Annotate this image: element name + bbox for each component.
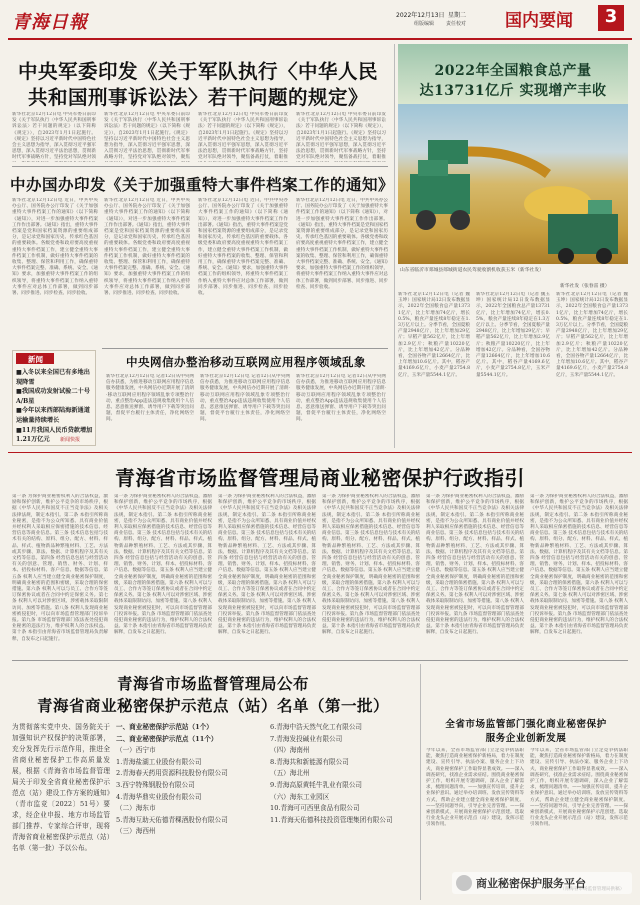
notice-title-line1: 青海省市场监督管理局公布 xyxy=(116,674,309,693)
harvest-photo xyxy=(398,104,628,264)
column-divider xyxy=(420,664,421,900)
grain-col2: 新华社北京12月12日电（记者 魏玉坤）国家统计局12日发布数据显示，2022年全国粮食总产量13731亿斤，比上年增加74亿斤，增长0.5%，粮食产量连续8年稳定在1.3万亿斤以上。分季节看，全国夏粮产量2948亿斤，比上年增加29亿斤；早稻产量562亿斤，比上年增加2.9亿斤；秋粮产量10220亿斤，比上年增加42亿斤。分品种看，全国谷物产量12664亿斤，比上年增加10.6亿斤。其中，稻谷产量4169.6亿斤，小麦产量2754.8亿斤，玉米产量5544.1亿斤。 xyxy=(476,292,550,378)
guide-col2: 第一条 为保护商业秘密权利人的合法权益，激励和保护创新，维护公平竞争的市场秩序，根据《中华人民共和国反不正当竞争法》及相关法律法规，制定本指引。第二条 本指引所称商业秘密，是指不为公众所知悉、具有商业价值并经权利人采取相应保密措施的技术信息、经营信息等商业信息。第三条 技术信息包括与技术有关的结构、原料、组分、配方、材料、样品、样式、植物新品种繁殖材料、工艺、方法或其步骤、算法、数据、计算机程序及其有关文档等信息。第四条 经营信息包括与经营活动有关的创意、管理、销售、财务、计划、样本、招投标材料、客户信息、数据等信息。第五条 权利人应当建立健全商业秘密保护制度，明确商业秘密的范围和密级，采取合理的保密措施。第六条 权利人可以与员工、合作方等签订保密协议或者在合同中约定保密义务。第七条 权利人可以对涉密区域、涉密载体采取限制访问、加密等措施。第八条 权利人发现商业秘密被侵犯时，可以向市场监督管理部门投诉举报。第九条 市场监督管理部门依法查处侵犯商业秘密的违法行为，维护权利人的合法权益。第十条 本指引由青海省市场监督管理局负责解释，自发布之日起施行。 xyxy=(114,494,212,636)
list-item: 6.青海中浩天然气化工有限公司 xyxy=(270,723,363,731)
article3-title: 中央网信办整治移动互联网应用程序领域乱象 xyxy=(126,355,366,369)
issue-date: 2022年12月13日 xyxy=(396,12,445,19)
services-title-line1: 全省市场监管部门强化商业秘密保护 xyxy=(445,719,607,730)
section-title: 国内要闻 xyxy=(505,11,573,31)
services-col1: 今年以来，全省市场监管部门立足竞争执法职能，聚焦打造商业秘密保护新格局，着力在制度建设、宣传引导、执法办案、服务企业上下功夫，商业秘密保护工作取得显著成效。——深入调查研究，找准企业需求症结。围绕商业秘密保护工作，组织开展专题调研，深入企业了解需求，梳理问题清单。——加强宣传培训，提升企业保护意识。通过举办培训班、发放宣传资料等方式，帮助企业建立健全商业秘密保护制度。——坚持问题导向，引导企业完善管理。——探索创新模式，开展商业秘密保护示范创建。选取行业龙头企业开展示范点（站）建设，发挥示范引领作用。 xyxy=(426,748,524,828)
list-item: （一）西宁市 xyxy=(116,746,156,755)
news-brief-item[interactable]: ■11月我国人民币贷款增加1.21万亿元 xyxy=(16,426,93,444)
editor-label: 组版编辑 xyxy=(414,21,435,27)
article1-col2: 新华社北京12月12日电 中央军委日前印发《关于军队执行〈中华人民共和国刑事诉讼法〉若干问题的规定》（以下简称《规定》），自2023年1月1日起施行。《规定》坚持以习近平新时代中国特色社会主义思想为指导，深入贯彻习近平强军思想，深入贯彻习近平法治思想，贯彻新时代军事战略方针，坚持党对军队绝对领导，聚焦 xyxy=(104,112,190,161)
photo-caption: 山东省临沂市郯城县郯城街道农民驾驶收割机收获玉米（新华社发） xyxy=(400,268,544,273)
article1-col1: 新华社北京12月12日电 中央军委日前印发《关于军队执行〈中华人民共和国刑事诉讼法〉若干问题的规定》（以下简称《规定》），自2023年1月1日起施行。《规定》坚持以习近平新时代中国特色社会主义思想为指导，深入贯彻习近平强军思想，深入贯彻习近平法治思想，贯彻新时代军事战略方针，坚持党对军队绝对领 xyxy=(12,112,96,161)
services-title-line2: 服务企业创新发展 xyxy=(485,733,567,744)
article3-col2: 新华社北京12月12日电 记者12日从中央网信办获悉，为推进移动互联网应用程序信息服务健康发展，中央网信办近期开展了清朗·移动互联网应用程序领域乱象专项整治行动，重点整治App违法违规收集使用个人信息、恶意推送弹窗、诱导用户下载等突出问题，督促平台履行主体责任，净化网络空间。 xyxy=(200,374,290,423)
services-col2: 今年以来，全省市场监管部门立足竞争执法职能，聚焦打造商业秘密保护新格局，着力在制度建设、宣传引导、执法办案、服务企业上下功夫，商业秘密保护工作取得显著成效。——深入调查研究，找准企业需求症结。围绕商业秘密保护工作，组织开展专题调研，深入企业了解需求，梳理问题清单。——加强宣传培训，提升企业保护意识。通过举办培训班、发放宣传资料等方式，帮助企业建立健全商业秘密保护制度。——坚持问题导向，引导企业完善管理。——探索创新模式，开展商业秘密保护示范创建。选取行业龙头企业开展示范点（站）建设，发挥示范引领作用。 xyxy=(530,748,628,828)
divider xyxy=(12,660,628,661)
notice-intro: 为贯彻落实党中央、国务院关于加强知识产权保护的决策部署，充分发挥先行示范作用，推进全省商业秘密保护工作高质量发展，根据《青海省市场监督管理局关于印发全省商业秘密保护示范点（站）建设工作方案的通知》（青市监竞〔2022〕51号）要求，经企业申报、地方市场监管部门推荐、专家综合评审，现将青海省商业秘密保护示范点（站）名单（第一批）予以公布。 xyxy=(12,723,110,852)
article2-col1: 新华社北京12月12日电 近日，中共中央办公厅、国务院办公厅印发了《关于加强重特大事件档案工作的通知》（以下简称《通知》），对进一步加强重特大事件档案工作作出部署。《通知》指出，重特大事件档案是党和国家档案资源的重要组成部分，是记录党和国家历史、传承红色基因的重要载体。各级党委和政府要高度重视重特大事件档案工作，建立健全重特大事件档案工作机制，做好重特大事件档案的收集、整理、保管和利用工作，确保重特大事件档案完整、准确、系统、安全。《通知》要求，加强重特大事件档案工作的组织领导，将重特大事件档案工作纳入重特大事件应对总体工作部署，做到同步部署、同步推进、同步检查、同步验收。 xyxy=(12,198,98,297)
guide-col6: 第一条 为保护商业秘密权利人的合法权益，激励和保护创新，维护公平竞争的市场秩序，根据《中华人民共和国反不正当竞争法》及相关法律法规，制定本指引。第二条 本指引所称商业秘密，是指不为公众所知悉、具有商业价值并经权利人采取相应保密措施的技术信息、经营信息等商业信息。第三条 技术信息包括与技术有关的结构、原料、组分、配方、材料、样品、样式、植物新品种繁殖材料、工艺、方法或其步骤、算法、数据、计算机程序及其有关文档等信息。第四条 经营信息包括与经营活动有关的创意、管理、销售、财务、计划、样本、招投标材料、客户信息、数据等信息。第五条 权利人应当建立健全商业秘密保护制度，明确商业秘密的范围和密级，采取合理的保密措施。第六条 权利人可以与员工、合作方等签订保密协议或者在合同中约定保密义务。第七条 权利人可以对涉密区域、涉密载体采取限制访问、加密等措施。第八条 权利人发现商业秘密被侵犯时，可以向市场监督管理部门投诉举报。第九条 市场监督管理部门依法查处侵犯商业秘密的违法行为，维护权利人的合法权益。第十条 本指引由青海省市场监督管理局负责解释，自发布之日起施行。 xyxy=(530,494,628,636)
list-item: 11.青海天佑德科技投资管理集团有限公司 xyxy=(270,815,393,824)
news-brief-item[interactable]: ■入冬以来全国已有多地出现降雪 xyxy=(16,369,90,386)
news-brief-more[interactable]: 新闻快报 xyxy=(60,437,81,443)
guide-title: 青海省市场监督管理局商业秘密保护行政指引 xyxy=(115,466,525,490)
news-brief-item[interactable]: ■我国成功发射试验二十号A/B星 xyxy=(16,388,90,405)
grain-col1: 新华社北京12月12日电（记者 魏玉坤）国家统计局12日发布数据显示，2022年全国粮食总产量13731亿斤，比上年增加74亿斤，增长0.5%，粮食产量连续8年稳定在1.3万亿斤以上。分季节看，全国夏粮产量2948亿斤，比上年增加29亿斤；早稻产量562亿斤，比上年增加2.9亿斤；秋粮产量10220亿斤，比上年增加42亿斤。分品种看，全国谷物产量12664亿斤，比上年增加10.6亿斤。其中，稻谷产量4169.6亿斤，小麦产量2754.8亿斤，玉米产量5544.1亿斤。 xyxy=(398,292,470,378)
masthead xyxy=(0,0,640,42)
guide-col1: 第一条 为保护商业秘密权利人的合法权益，激励和保护创新，维护公平竞争的市场秩序，根据《中华人民共和国反不正当竞争法》及相关法律法规，制定本指引。第二条 本指引所称商业秘密，是指不为公众所知悉、具有商业价值并经权利人采取相应保密措施的技术信息、经营信息等商业信息。第三条 技术信息包括与技术有关的结构、原料、组分、配方、材料、样品、样式、植物新品种繁殖材料、工艺、方法或其步骤、算法、数据、计算机程序及其有关文档等信息。第四条 经营信息包括与经营活动有关的创意、管理、销售、财务、计划、样本、招投标材料、客户信息、数据等信息。第五条 权利人应当建立健全商业秘密保护制度，明确商业秘密的范围和密级，采取合理的保密措施。第六条 权利人可以与员工、合作方等签订保密协议或者在合同中约定保密义务。第七条 权利人可以对涉密区域、涉密载体采取限制访问、加密等措施。第八条 权利人发现商业秘密被侵犯时，可以向市场监督管理部门投诉举报。第九条 市场监督管理部门依法查处侵犯商业秘密的违法行为，维护权利人的合法权益。第十条 本指引由青海省市场监督管理局负责解释，自发布之日起施行。 xyxy=(12,494,108,642)
list-heading: 二、商业秘密保护示范点（11个） xyxy=(116,734,218,743)
list-item: 4.青海华鼎实业股份有限公司 xyxy=(116,792,202,801)
list-item: （三）海西州 xyxy=(116,827,156,836)
article1-title-line1: 中央军委印发《关于军队执行〈中华人民 xyxy=(17,60,378,83)
column-divider xyxy=(394,44,395,448)
article2-col3: 新华社北京12月12日电 近日，中共中央办公厅、国务院办公厅印发了《关于加强重特大事件档案工作的通知》（以下简称《通知》），对进一步加强重特大事件档案工作作出部署。《通知》指出，重特大事件档案是党和国家档案资源的重要组成部分，是记录党和国家历史、传承红色基因的重要载体。各级党委和政府要高度重视重特大事件档案工作，建立健全重特大事件档案工作机制，做好重特大事件档案的收集、整理、保管和利用工作，确保重特大事件档案完整、准确、系统、安全。《通知》要求，加强重特大事件档案工作的组织领导，将重特大事件档案工作纳入重特大事件应对总体工作部署，做到同步部署、同步推进、同步检查、同步验收。 xyxy=(198,198,288,297)
divider xyxy=(102,348,388,349)
list-item: 1.青海盐湖工业股份有限公司 xyxy=(116,757,202,766)
list-item: 7.青海发投碱业有限公司 xyxy=(270,734,343,743)
list-heading: 一、商业秘密保护示范站（1个） xyxy=(116,723,213,731)
article1-col3: 新华社北京12月12日电 中央军委日前印发《关于军队执行〈中华人民共和国刑事诉讼法〉若干问题的规定》（以下简称《规定》），自2023年1月1日起施行。《规定》坚持以习近平新时代中国特色社会主义思想为指导，深入贯彻习近平强军思想，深入贯彻习近平法治思想，贯彻新时代军事战略方针，坚持党对军队绝对领导，聚焦备战打仗，着眼推 xyxy=(198,112,288,161)
list-item: （四）海南州 xyxy=(270,746,310,755)
watermark xyxy=(452,872,632,894)
masthead-rule xyxy=(8,38,632,40)
list-item: 10.青海可可西里食品有限公司 xyxy=(270,804,360,813)
proof-label: 责任校对 xyxy=(446,21,467,27)
grain-headline-2: 达13731亿斤 实现增产丰收 xyxy=(419,83,607,99)
article3-col3: 新华社北京12月12日电 记者12日从中央网信办获悉，为推进移动互联网应用程序信息服务健康发展，中央网信办近期开展了清朗·移动互联网应用程序领域乱象专项整治行动，重点整治App违法违规收集使用个人信息、恶意推送弹窗、诱导用户下载等突出问题，督促平台履行主体责任，净化网络空间。 xyxy=(296,374,386,423)
photo-credit: 新华社发（张春雷 摄） xyxy=(560,284,610,289)
notice-title-line2: 青海省商业秘密保护示范点（站）名单（第一批） xyxy=(36,696,389,715)
list-item: （六）海东工业园区 xyxy=(270,792,330,801)
list-item: 9.青海高原黄牦牛乳业有限公司 xyxy=(270,780,363,789)
issue-weekday: 星期二 xyxy=(448,12,467,19)
article1-col4: 新华社北京12月12日电 中央军委日前印发《关于军队执行〈中华人民共和国刑事诉讼法〉若干问题的规定》（以下简称《规定》），自2023年1月1日起施行。《规定》坚持以习近平新时代中国特色社会主义思想为指导，深入贯彻习近平强军思想，深入贯彻习近平法治思想，贯彻新时代军事战略方针，坚持党对军队绝对领导，聚焦备战打仗，着眼推 xyxy=(296,112,386,161)
divider xyxy=(12,166,388,167)
news-brief-item[interactable]: ■今年以来西部陆海新通道运输量持续增长 xyxy=(16,407,90,424)
notice-list-col1 xyxy=(116,722,266,892)
list-item: （二）海东市 xyxy=(116,804,156,813)
news-brief-label-text: 新闻 xyxy=(28,355,43,364)
guide-col3: 第一条 为保护商业秘密权利人的合法权益，激励和保护创新，维护公平竞争的市场秩序，根据《中华人民共和国反不正当竞争法》及相关法律法规，制定本指引。第二条 本指引所称商业秘密，是指不为公众所知悉、具有商业价值并经权利人采取相应保密措施的技术信息、经营信息等商业信息。第三条 技术信息包括与技术有关的结构、原料、组分、配方、材料、样品、样式、植物新品种繁殖材料、工艺、方法或其步骤、算法、数据、计算机程序及其有关文档等信息。第四条 经营信息包括与经营活动有关的创意、管理、销售、财务、计划、样本、招投标材料、客户信息、数据等信息。第五条 权利人应当建立健全商业秘密保护制度，明确商业秘密的范围和密级，采取合理的保密措施。第六条 权利人可以与员工、合作方等签订保密协议或者在合同中约定保密义务。第七条 权利人可以对涉密区域、涉密载体采取限制访问、加密等措施。第八条 权利人发现商业秘密被侵犯时，可以向市场监督管理部门投诉举报。第九条 市场监督管理部门依法查处侵犯商业秘密的违法行为，维护权利人的合法权益。第十条 本指引由青海省市场监督管理局负责解释，自发布之日起施行。 xyxy=(218,494,316,636)
article1-title-line2: 共和国刑事诉讼法〉若干问题的规定》 xyxy=(27,86,368,109)
watermark-text: 商业秘密保护服务平台 xyxy=(476,877,586,890)
list-item: 5.青海互助天佑德青稞酒股份有限公司 xyxy=(116,815,228,824)
section-rule xyxy=(8,452,632,453)
grain-col3: 新华社北京12月12日电（记者 魏玉坤）国家统计局12日发布数据显示，2022年全国粮食总产量13731亿斤，比上年增加74亿斤，增长0.5%，粮食产量连续8年稳定在1.3万亿斤以上。分季节看，全国夏粮产量2948亿斤，比上年增加29亿斤；早稻产量562亿斤，比上年增加2.9亿斤；秋粮产量10220亿斤，比上年增加42亿斤。分品种看，全国谷物产量12664亿斤，比上年增加10.6亿斤。其中，稻谷产量4169.6亿斤，小麦产量2754.8亿斤，玉米产量5544.1亿斤。 xyxy=(556,292,628,378)
notice-list-col2 xyxy=(270,722,416,892)
newspaper-logo: 青海日報 xyxy=(12,12,88,33)
list-item: 3.西宁特殊钢股份有限公司 xyxy=(116,780,195,789)
article3-col1: 新华社北京12月12日电 记者12日从中央网信办获悉，为推进移动互联网应用程序信息服务健康发展，中央网信办近期开展了清朗·移动互联网应用程序领域乱象专项整治行动，重点整治App违法违规收集使用个人信息、恶意推送弹窗、诱导用户下载等突出问题，督促平台履行主体责任，净化网络空间。 xyxy=(106,374,194,423)
wechat-icon xyxy=(456,875,472,891)
article2-col2: 新华社北京12月12日电 近日，中共中央办公厅、国务院办公厅印发了《关于加强重特大事件档案工作的通知》（以下简称《通知》），对进一步加强重特大事件档案工作作出部署。《通知》指出，重特大事件档案是党和国家档案资源的重要组成部分，是记录党和国家历史、传承红色基因的重要载体。各级党委和政府要高度重视重特大事件档案工作，建立健全重特大事件档案工作机制，做好重特大事件档案的收集、整理、保管和利用工作，确保重特大事件档案完整、准确、系统、安全。《通知》要求，加强重特大事件档案工作的组织领导，将重特大事件档案工作纳入重特大事件应对总体工作部署，做到同步部署、同步推进、同步检查、同步验收。 xyxy=(104,198,190,297)
list-item: 8.青海共和新能源有限公司 xyxy=(270,757,349,766)
page-number: 3 xyxy=(604,6,618,27)
grain-headline-1: 2022年全国粮食总产量 xyxy=(434,63,592,79)
guide-col4: 第一条 为保护商业秘密权利人的合法权益，激励和保护创新，维护公平竞争的市场秩序，根据《中华人民共和国反不正当竞争法》及相关法律法规，制定本指引。第二条 本指引所称商业秘密，是指不为公众所知悉、具有商业价值并经权利人采取相应保密措施的技术信息、经营信息等商业信息。第三条 技术信息包括与技术有关的结构、原料、组分、配方、材料、样品、样式、植物新品种繁殖材料、工艺、方法或其步骤、算法、数据、计算机程序及其有关文档等信息。第四条 经营信息包括与经营活动有关的创意、管理、销售、财务、计划、样本、招投标材料、客户信息、数据等信息。第五条 权利人应当建立健全商业秘密保护制度，明确商业秘密的范围和密级，采取合理的保密措施。第六条 权利人可以与员工、合作方等签订保密协议或者在合同中约定保密义务。第七条 权利人可以对涉密区域、涉密载体采取限制访问、加密等措施。第八条 权利人发现商业秘密被侵犯时，可以向市场监督管理部门投诉举报。第九条 市场监督管理部门依法查处侵犯商业秘密的违法行为，维护权利人的合法权益。第十条 本指引由青海省市场监督管理局负责解释，自发布之日起施行。 xyxy=(322,494,420,636)
article2-title: 中办国办印发《关于加强重特大事件档案工作的通知》 xyxy=(10,175,395,194)
guide-col5: 第一条 为保护商业秘密权利人的合法权益，激励和保护创新，维护公平竞争的市场秩序，根据《中华人民共和国反不正当竞争法》及相关法律法规，制定本指引。第二条 本指引所称商业秘密，是指不为公众所知悉、具有商业价值并经权利人采取相应保密措施的技术信息、经营信息等商业信息。第三条 技术信息包括与技术有关的结构、原料、组分、配方、材料、样品、样式、植物新品种繁殖材料、工艺、方法或其步骤、算法、数据、计算机程序及其有关文档等信息。第四条 经营信息包括与经营活动有关的创意、管理、销售、财务、计划、样本、招投标材料、客户信息、数据等信息。第五条 权利人应当建立健全商业秘密保护制度，明确商业秘密的范围和密级，采取合理的保密措施。第六条 权利人可以与员工、合作方等签订保密协议或者在合同中约定保密义务。第七条 权利人可以对涉密区域、涉密载体采取限制访问、加密等措施。第八条 权利人发现商业秘密被侵犯时，可以向市场监督管理部门投诉举报。第九条 市场监督管理部门依法查处侵犯商业秘密的违法行为，维护权利人的合法权益。第十条 本指引由青海省市场监督管理局负责解释，自发布之日起施行。 xyxy=(426,494,524,636)
harvester-illustration xyxy=(398,104,628,264)
list-item: （五）海北州 xyxy=(270,769,310,778)
news-brief-list xyxy=(16,368,94,445)
list-item: 2.青海春天药用资源科技股份有限公司 xyxy=(116,769,228,778)
article2-col4: 新华社北京12月12日电 近日，中共中央办公厅、国务院办公厅印发了《关于加强重特大事件档案工作的通知》（以下简称《通知》），对进一步加强重特大事件档案工作作出部署。《通知》指出，重特大事件档案是党和国家档案资源的重要组成部分，是记录党和国家历史、传承红色基因的重要载体。各级党委和政府要高度重视重特大事件档案工作，建立健全重特大事件档案工作机制，做好重特大事件档案的收集、整理、保管和利用工作，确保重特大事件档案完整、准确、系统、安全。《通知》要求，加强重特大事件档案工作的组织领导，将重特大事件档案工作纳入重特大事件应对总体工作部署，做到同步部署、同步推进、同步检查、同步验收。 xyxy=(296,198,388,290)
